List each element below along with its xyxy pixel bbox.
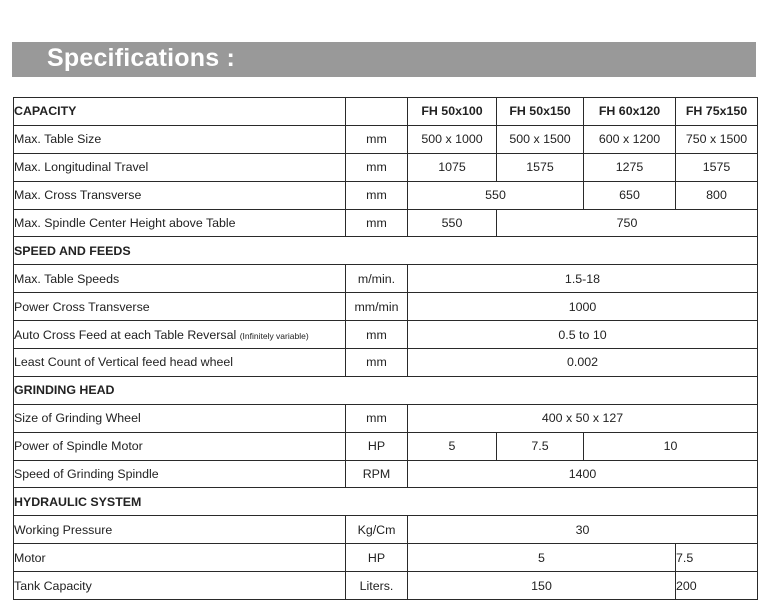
row-label-cell [14, 321, 346, 349]
row-unit: RPM [346, 460, 408, 488]
row-unit: mm [346, 209, 408, 237]
row-unit: mm/min [346, 293, 408, 321]
section-row [14, 237, 758, 265]
value-cell: 1000 [408, 293, 758, 321]
table-row [14, 209, 758, 237]
value-cell: 1575 [497, 153, 584, 181]
specifications-banner [12, 42, 756, 77]
row-unit: HP [346, 544, 408, 572]
row-unit: Kg/Cm [346, 516, 408, 544]
row-unit: Liters. [346, 572, 408, 600]
value-cell: 30 [408, 516, 758, 544]
table-row [14, 460, 758, 488]
model-header: FH 75x150 [676, 98, 758, 126]
value-cell: 0.002 [408, 349, 758, 377]
table-row [14, 181, 758, 209]
row-unit: mm [346, 321, 408, 349]
table-row [14, 516, 758, 544]
row-unit: mm [346, 404, 408, 432]
value-cell: 7.5 [497, 432, 584, 460]
section-heading-grinding-head: GRINDING HEAD [14, 376, 758, 404]
row-label: Motor [14, 544, 346, 572]
value-cell: 10 [584, 432, 758, 460]
unit-header-cell [346, 98, 408, 126]
row-label: Max. Table Size [14, 125, 346, 153]
value-cell: 1575 [676, 153, 758, 181]
value-cell: 550 [408, 209, 497, 237]
row-unit: mm [346, 153, 408, 181]
value-cell: 5 [408, 544, 676, 572]
row-label: Max. Spindle Center Height above Table [14, 209, 346, 237]
section-heading-hydraulic: HYDRAULIC SYSTEM [14, 488, 758, 516]
value-cell: 1.5-18 [408, 265, 758, 293]
value-cell: 750 [497, 209, 758, 237]
value-cell: 1400 [408, 460, 758, 488]
row-unit: HP [346, 432, 408, 460]
section-row [14, 376, 758, 404]
table-row [14, 293, 758, 321]
value-cell: 150 [408, 572, 676, 600]
row-note: (Infinitely variable) [239, 330, 309, 341]
value-cell: 500 x 1000 [408, 125, 497, 153]
table-row [14, 572, 758, 600]
model-header: FH 60x120 [584, 98, 676, 126]
value-cell: 650 [584, 181, 676, 209]
row-label: Auto Cross Feed at each Table Reversal [14, 327, 237, 342]
specifications-table [13, 97, 758, 600]
row-label: Max. Table Speeds [14, 265, 346, 293]
value-cell: 5 [408, 432, 497, 460]
table-row [14, 432, 758, 460]
value-cell: 7.5 [676, 544, 758, 572]
value-cell: 1075 [408, 153, 497, 181]
table-row [14, 125, 758, 153]
table-row [14, 321, 758, 349]
section-heading-capacity: CAPACITY [14, 98, 346, 126]
row-unit: mm [346, 181, 408, 209]
table-row [14, 349, 758, 377]
row-label: Size of Grinding Wheel [14, 404, 346, 432]
value-cell: 550 [408, 181, 584, 209]
row-label: Speed of Grinding Spindle [14, 460, 346, 488]
row-unit: mm [346, 349, 408, 377]
row-label: Power of Spindle Motor [14, 432, 346, 460]
value-cell: 0.5 to 10 [408, 321, 758, 349]
value-cell: 500 x 1500 [497, 125, 584, 153]
row-label: Max. Longitudinal Travel [14, 153, 346, 181]
row-label: Tank Capacity [14, 572, 346, 600]
model-header: FH 50x150 [497, 98, 584, 126]
value-cell: 400 x 50 x 127 [408, 404, 758, 432]
table-row [14, 265, 758, 293]
value-cell: 200 [676, 572, 758, 600]
table-row [14, 404, 758, 432]
value-cell: 750 x 1500 [676, 125, 758, 153]
row-label: Least Count of Vertical feed head wheel [14, 349, 346, 377]
capacity-header-row [14, 98, 758, 126]
section-row [14, 488, 758, 516]
value-cell: 1275 [584, 153, 676, 181]
row-label: Max. Cross Transverse [14, 181, 346, 209]
table-row [14, 544, 758, 572]
row-unit: m/min. [346, 265, 408, 293]
row-label: Power Cross Transverse [14, 293, 346, 321]
table-row [14, 153, 758, 181]
model-header: FH 50x100 [408, 98, 497, 126]
value-cell: 600 x 1200 [584, 125, 676, 153]
row-unit: mm [346, 125, 408, 153]
section-heading-speed-feeds: SPEED AND FEEDS [14, 237, 758, 265]
row-label: Working Pressure [14, 516, 346, 544]
page-title: Specifications : [47, 44, 235, 72]
value-cell: 800 [676, 181, 758, 209]
